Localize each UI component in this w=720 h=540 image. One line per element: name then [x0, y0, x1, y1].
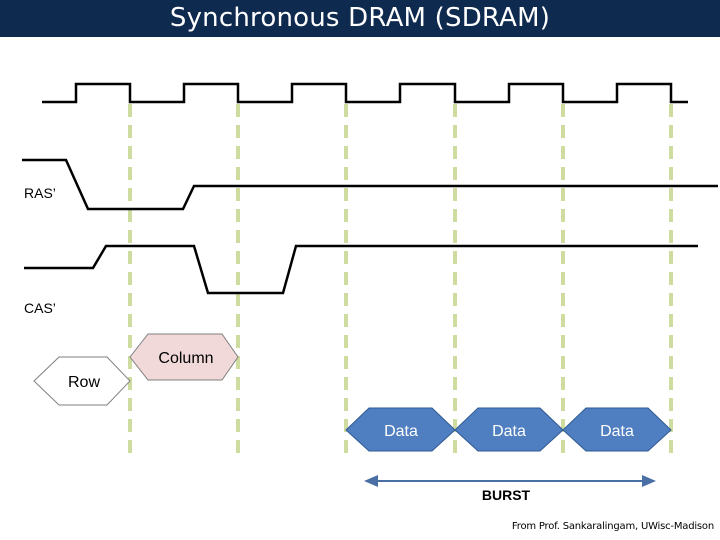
source-credit: From Prof. Sankaralingam, UWisc-Madison	[511, 521, 714, 532]
cas-signal-label: CAS’	[24, 300, 56, 316]
row-address-label: Row	[67, 374, 101, 391]
data-beat-label: Data	[384, 423, 418, 440]
clock-waveform	[42, 84, 688, 102]
data-beat-label: Data	[600, 423, 634, 440]
cas-waveform	[24, 246, 698, 293]
data-beat-label: Data	[492, 423, 526, 440]
ras-signal-label: RAS’	[24, 185, 56, 201]
ras-waveform	[22, 160, 718, 209]
burst-label: BURST	[481, 487, 531, 503]
column-address-label: Column	[158, 350, 214, 367]
clock-edge-guides	[130, 104, 671, 458]
slide-title: Synchronous DRAM (SDRAM)	[169, 3, 551, 33]
